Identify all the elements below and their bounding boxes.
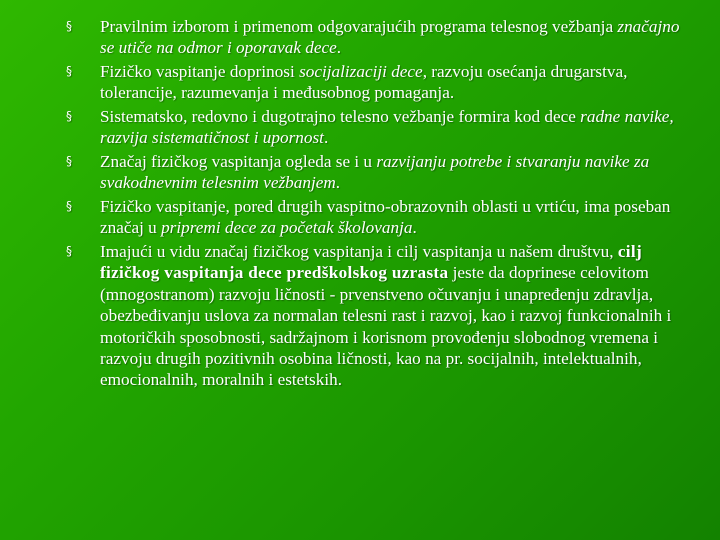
bullet-text-end: . bbox=[335, 173, 341, 193]
bullet-text: Fizičko vaspitanje, pored drugih vaspitno-obrazovnih oblasti u vrtiću, ima poseban značaj u bbox=[100, 197, 671, 238]
bullet-item-2 bbox=[66, 61, 694, 104]
bullet-item-3 bbox=[66, 106, 694, 149]
bullet-marker-icon: § bbox=[66, 64, 72, 78]
bullet-item-1 bbox=[66, 16, 694, 59]
bullet-text: Imajući u vidu značaj fizičkog vaspitanja i cilj vaspitanja u našem društvu, bbox=[100, 242, 618, 261]
bullet-text: Značaj fizičkog vaspitanja ogleda se i u bbox=[100, 152, 377, 171]
bullet-text: Pravilnim izborom i primenom odgovarajućih programa telesnog vežbanja bbox=[100, 17, 618, 36]
bullet-bold-emphasis: cilj fizičkog vaspitanja dece predškolskog uzrasta bbox=[100, 242, 642, 283]
bullet-text-end: jeste da doprinese celovitom (mnogostranom) razvoju ličnosti - prvenstveno očuvanju i unapređenju zdravlja, obezbeđivanju uslova za normalan telesni rast i razvoj, kao i razvoj funkcionalnih i motoričkih sposobnosti, sadržajnom i korisnom provođenju slobodnog vremena i razvoju drugih pozitivnih osobina ličnosti, kao na pr. socijalnih, intelektualnih, emocionalnih, moralnih i estetskih. bbox=[100, 263, 672, 390]
bullet-emphasis: razvijanju potrebe i stvaranju navike za svakodnevnim telesnim vežbanjem bbox=[100, 152, 650, 193]
bullet-emphasis: značajno se utiče na odmor i oporavak dece bbox=[100, 17, 680, 58]
bullet-list bbox=[66, 16, 694, 393]
bullet-item-5 bbox=[66, 196, 694, 239]
bullet-text-end: . bbox=[323, 128, 329, 148]
bullet-marker-icon: § bbox=[66, 154, 72, 168]
bullet-marker-icon: § bbox=[66, 199, 72, 213]
bullet-text: Fizičko vaspitanje doprinosi bbox=[100, 62, 300, 81]
bullet-emphasis: socijalizaciji dece bbox=[299, 62, 423, 81]
bullet-text-end: . bbox=[336, 38, 342, 58]
bullet-text-end: . bbox=[412, 218, 417, 238]
bullet-emphasis: radne navike, razvija sistematičnost i upornost bbox=[100, 107, 674, 148]
bullet-marker-icon: § bbox=[66, 19, 72, 33]
bullet-marker-icon: § bbox=[66, 109, 72, 123]
bullet-item-4 bbox=[66, 151, 694, 194]
bullet-text-end: , razvoju osećanja drugarstva, tolerancije, razumevanja i međusobnog pomaganja. bbox=[100, 62, 628, 103]
bullet-item-6 bbox=[66, 241, 694, 391]
bullet-marker-icon: § bbox=[66, 244, 72, 258]
bullet-emphasis: pripremi dece za početak školovanja bbox=[161, 218, 413, 238]
bullet-text: Sistematsko, redovno i dugotrajno telesno vežbanje formira kod dece bbox=[100, 107, 581, 126]
